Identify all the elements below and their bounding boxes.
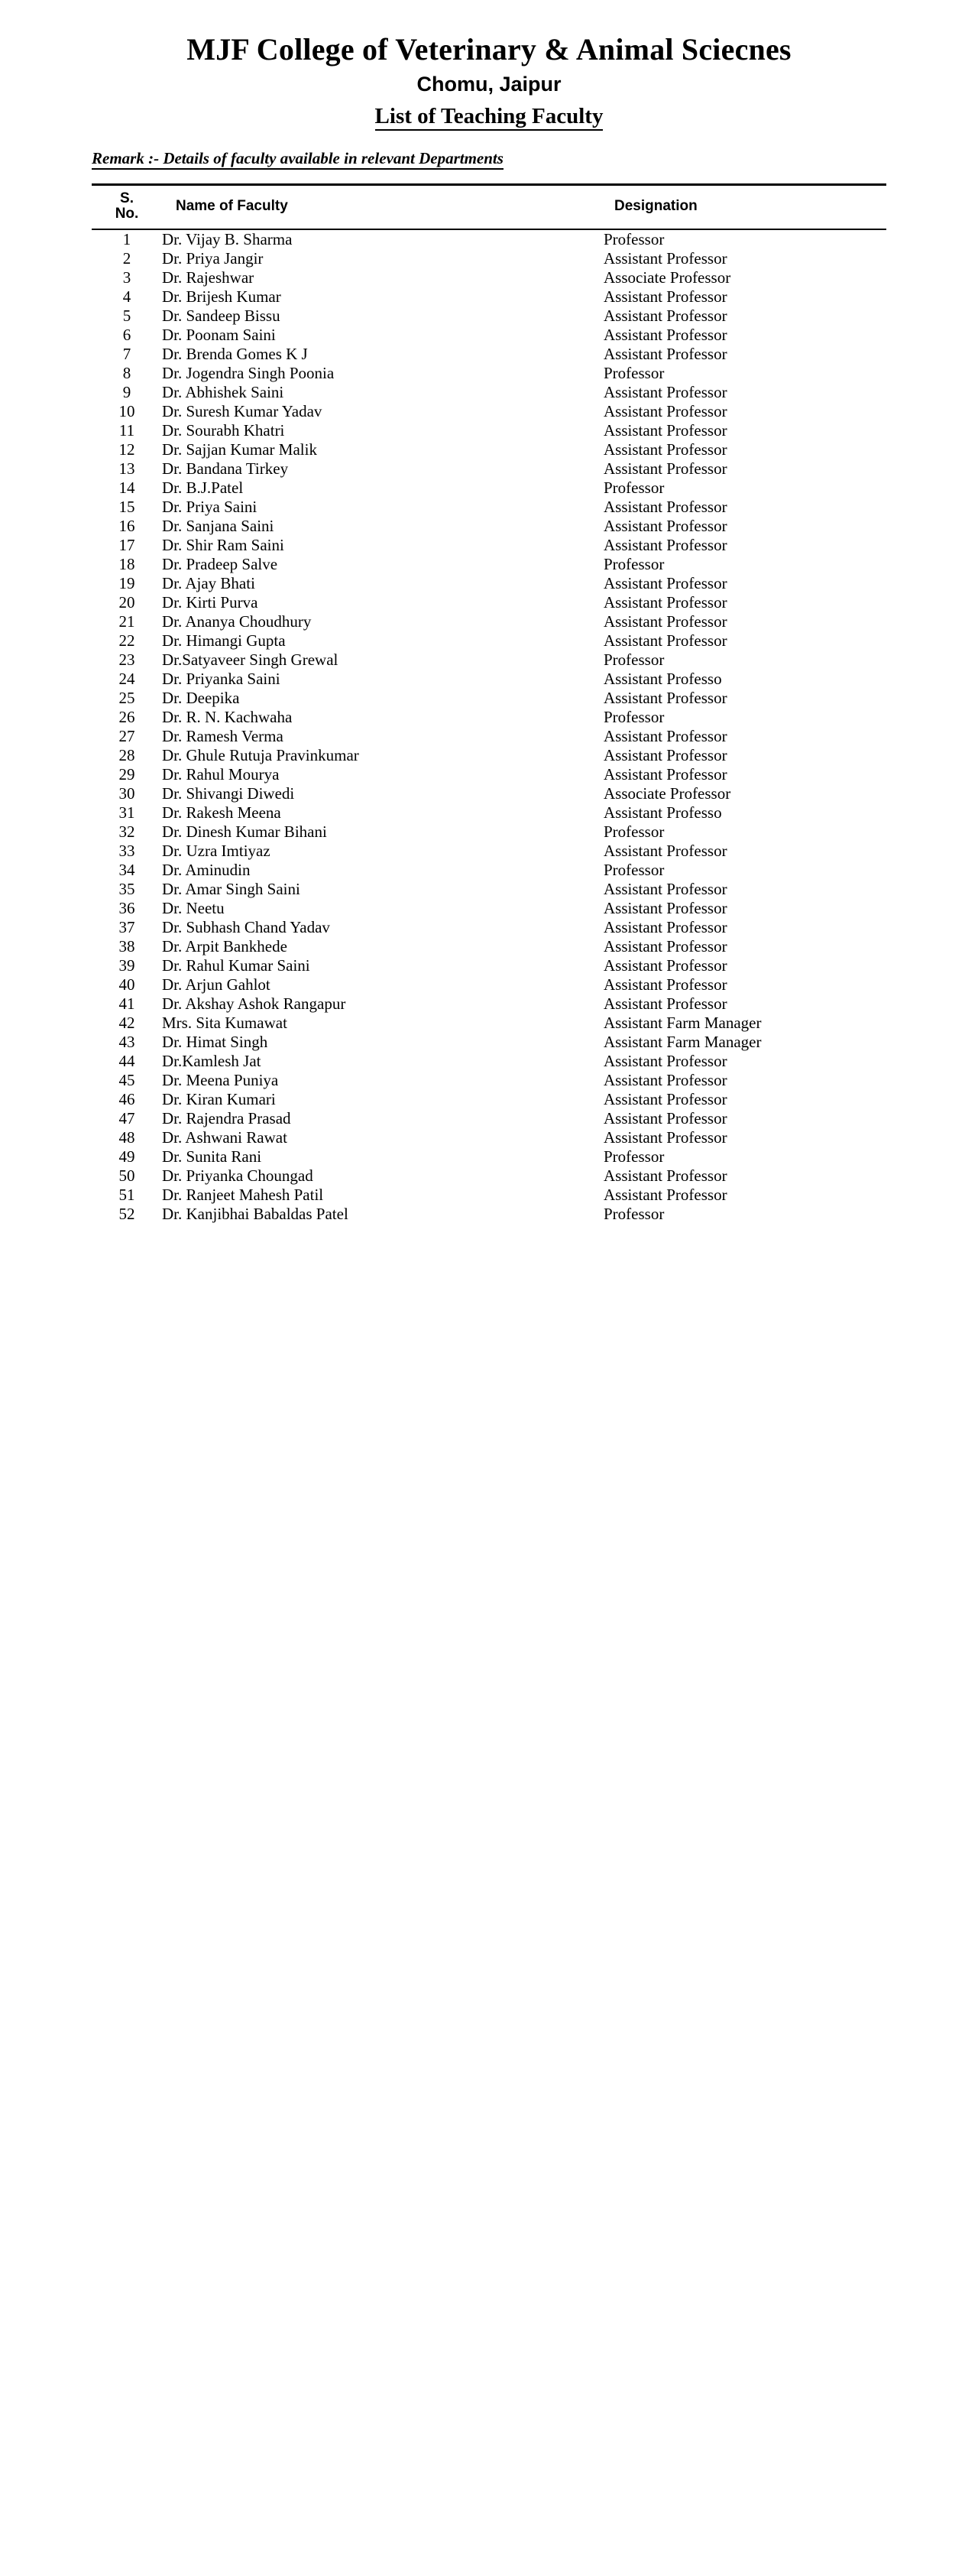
cell-serial-number: 20 [118, 593, 135, 612]
cell-serial-number: 37 [118, 918, 135, 937]
cell-designation: Assistant Professor [604, 842, 727, 861]
cell-serial-number: 19 [118, 574, 135, 593]
table-row [92, 498, 886, 517]
cell-designation: Assistant Professor [604, 383, 727, 402]
table-row [92, 1205, 886, 1224]
institution-location: Chomu, Jaipur [416, 73, 562, 96]
table-row [92, 421, 886, 440]
cell-faculty-name: Dr. Ananya Choudhury [162, 612, 312, 631]
table-row [92, 1014, 886, 1033]
cell-serial-number: 10 [118, 402, 135, 421]
table-row [92, 555, 886, 574]
table-row [92, 287, 886, 307]
cell-serial-number: 16 [118, 517, 135, 536]
cell-designation: Professor [604, 1205, 665, 1224]
cell-designation: Assistant Farm Manager [604, 1033, 762, 1052]
column-header-name: Name of Faculty [162, 185, 604, 229]
cell-designation: Assistant Professor [604, 1128, 727, 1147]
table-row [92, 727, 886, 746]
remark-text: Remark :- Details of faculty available in relevant Departments [92, 149, 504, 170]
table-row [92, 479, 886, 498]
table-row [92, 670, 886, 689]
cell-serial-number: 3 [122, 268, 131, 287]
cell-designation: Assistant Professor [604, 1090, 727, 1109]
table-row [92, 937, 886, 956]
cell-faculty-name: Dr. Rahul Mourya [162, 765, 280, 784]
cell-serial-number: 47 [118, 1109, 135, 1128]
column-header-designation: Designation [604, 185, 886, 229]
cell-designation: Assistant Professor [604, 1166, 727, 1186]
cell-serial-number: 14 [118, 479, 135, 498]
cell-designation: Assistant Professor [604, 287, 727, 307]
table-row [92, 307, 886, 326]
cell-faculty-name: Dr. Brenda Gomes K J [162, 345, 308, 364]
column-header-serial-number [92, 185, 162, 229]
table-row [92, 1052, 886, 1071]
cell-designation: Assistant Professor [604, 1052, 727, 1071]
table-row [92, 268, 886, 287]
cell-designation: Associate Professor [604, 268, 731, 287]
cell-faculty-name: Dr. Arjun Gahlot [162, 975, 270, 994]
table-row [92, 229, 886, 249]
cell-designation: Assistant Professor [604, 402, 727, 421]
cell-serial-number: 43 [118, 1033, 135, 1052]
cell-serial-number: 26 [118, 708, 135, 727]
cell-faculty-name: Dr. Amar Singh Saini [162, 880, 300, 899]
cell-designation: Professor [604, 1147, 665, 1166]
cell-serial-number: 27 [118, 727, 135, 746]
table-row [92, 1109, 886, 1128]
cell-designation: Assistant Professor [604, 994, 727, 1014]
cell-serial-number: 29 [118, 765, 135, 784]
table-row [92, 402, 886, 421]
cell-serial-number: 5 [122, 307, 131, 326]
cell-faculty-name: Dr. Suresh Kumar Yadav [162, 402, 322, 421]
cell-serial-number: 33 [118, 842, 135, 861]
cell-serial-number: 48 [118, 1128, 135, 1147]
cell-serial-number: 39 [118, 956, 135, 975]
cell-faculty-name: Dr. Ashwani Rawat [162, 1128, 287, 1147]
cell-faculty-name: Dr. Shivangi Diwedi [162, 784, 295, 803]
cell-faculty-name: Dr. Jogendra Singh Poonia [162, 364, 335, 383]
table-row [92, 803, 886, 822]
cell-serial-number: 12 [118, 440, 135, 459]
cell-designation: Assistant Professor [604, 249, 727, 268]
cell-designation: Assistant Professor [604, 574, 727, 593]
cell-designation: Professor [604, 650, 665, 670]
cell-serial-number: 11 [118, 421, 135, 440]
cell-faculty-name: Dr. Sanjana Saini [162, 517, 274, 536]
cell-designation: Assistant Farm Manager [604, 1014, 762, 1033]
cell-serial-number: 31 [118, 803, 135, 822]
cell-serial-number: 44 [118, 1052, 135, 1071]
cell-designation: Assistant Professor [604, 307, 727, 326]
table-row [92, 1033, 886, 1052]
cell-serial-number: 23 [118, 650, 135, 670]
cell-serial-number: 4 [122, 287, 131, 307]
cell-serial-number: 40 [118, 975, 135, 994]
cell-faculty-name: Dr. Ghule Rutuja Pravinkumar [162, 746, 359, 765]
cell-serial-number: 13 [118, 459, 135, 479]
table-row [92, 326, 886, 345]
table-row [92, 708, 886, 727]
cell-faculty-name: Dr. Akshay Ashok Rangapur [162, 994, 346, 1014]
cell-faculty-name: Dr. Rajendra Prasad [162, 1109, 291, 1128]
cell-designation: Assistant Professor [604, 1071, 727, 1090]
table-row [92, 975, 886, 994]
cell-faculty-name: Dr. Priya Jangir [162, 249, 264, 268]
faculty-table [92, 183, 886, 1224]
cell-serial-number: 35 [118, 880, 135, 899]
cell-serial-number: 38 [118, 937, 135, 956]
cell-faculty-name: Dr. Rahul Kumar Saini [162, 956, 310, 975]
cell-designation: Assistant Professor [604, 746, 727, 765]
cell-serial-number: 50 [118, 1166, 135, 1186]
cell-serial-number: 51 [118, 1186, 135, 1205]
cell-faculty-name: Dr. Himangi Gupta [162, 631, 286, 650]
cell-serial-number: 15 [118, 498, 135, 517]
cell-faculty-name: Dr.Satyaveer Singh Grewal [162, 650, 338, 670]
cell-designation: Assistant Professor [604, 498, 727, 517]
cell-faculty-name: Dr. Ajay Bhati [162, 574, 255, 593]
table-row [92, 880, 886, 899]
cell-designation: Assistant Professor [604, 593, 727, 612]
cell-designation: Professor [604, 822, 665, 842]
cell-faculty-name: Dr. Sourabh Khatri [162, 421, 285, 440]
cell-faculty-name: Dr. Arpit Bankhede [162, 937, 287, 956]
table-row [92, 956, 886, 975]
cell-faculty-name: Dr. Sajjan Kumar Malik [162, 440, 317, 459]
cell-faculty-name: Dr. Dinesh Kumar Bihani [162, 822, 327, 842]
cell-designation: Assistant Professor [604, 326, 727, 345]
table-row [92, 1128, 886, 1147]
cell-faculty-name: Dr. Abhishek Saini [162, 383, 284, 402]
cell-faculty-name: Dr. Uzra Imtiyaz [162, 842, 270, 861]
cell-designation: Assistant Professor [604, 345, 727, 364]
cell-serial-number: 24 [118, 670, 135, 689]
cell-designation: Assistant Professor [604, 727, 727, 746]
cell-serial-number: 6 [122, 326, 131, 345]
cell-faculty-name: Dr. Deepika [162, 689, 240, 708]
table-header-row [92, 185, 886, 229]
cell-faculty-name: Dr. Vijay B. Sharma [162, 230, 293, 249]
cell-faculty-name: Dr. Subhash Chand Yadav [162, 918, 330, 937]
cell-serial-number: 8 [122, 364, 131, 383]
cell-faculty-name: Dr.Kamlesh Jat [162, 1052, 261, 1071]
cell-designation: Assistant Professor [604, 631, 727, 650]
cell-faculty-name: Mrs. Sita Kumawat [162, 1014, 287, 1033]
cell-serial-number: 36 [118, 899, 135, 918]
cell-faculty-name: Dr. B.J.Patel [162, 479, 244, 498]
table-row [92, 1166, 886, 1186]
table-row [92, 842, 886, 861]
cell-serial-number: 41 [118, 994, 135, 1014]
table-row [92, 593, 886, 612]
cell-faculty-name: Dr. Meena Puniya [162, 1071, 279, 1090]
cell-designation: Assistant Professo [604, 670, 722, 689]
cell-faculty-name: Dr. Sandeep Bissu [162, 307, 280, 326]
table-row [92, 631, 886, 650]
cell-designation: Associate Professor [604, 784, 731, 803]
cell-faculty-name: Dr. Brijesh Kumar [162, 287, 281, 307]
table-row [92, 612, 886, 631]
cell-designation: Professor [604, 555, 665, 574]
faculty-table-head [92, 185, 886, 229]
cell-designation: Assistant Professor [604, 1109, 727, 1128]
cell-faculty-name: Dr. Bandana Tirkey [162, 459, 289, 479]
cell-designation: Assistant Professor [604, 1186, 727, 1205]
table-row [92, 861, 886, 880]
cell-designation: Professor [604, 230, 665, 249]
cell-serial-number: 7 [122, 345, 131, 364]
table-row [92, 345, 886, 364]
cell-serial-number: 45 [118, 1071, 135, 1090]
institution-title: MJF College of Veterinary & Animal Sciecnes [186, 32, 792, 67]
cell-designation: Assistant Professor [604, 975, 727, 994]
table-row [92, 536, 886, 555]
table-row [92, 249, 886, 268]
table-row [92, 1090, 886, 1109]
cell-designation: Assistant Professor [604, 421, 727, 440]
cell-faculty-name: Dr. Ranjeet Mahesh Patil [162, 1186, 324, 1205]
table-row [92, 440, 886, 459]
table-row [92, 1186, 886, 1205]
cell-serial-number: 32 [118, 822, 135, 842]
cell-serial-number: 52 [118, 1205, 135, 1224]
cell-designation: Assistant Professor [604, 937, 727, 956]
table-row [92, 364, 886, 383]
page-title-text: List of Teaching Faculty [375, 104, 604, 131]
cell-serial-number: 42 [118, 1014, 135, 1033]
cell-faculty-name: Dr. Rajeshwar [162, 268, 254, 287]
cell-designation: Assistant Professor [604, 899, 727, 918]
cell-designation: Professor [604, 708, 665, 727]
table-row [92, 574, 886, 593]
page-title [92, 104, 886, 129]
cell-faculty-name: Dr. Neetu [162, 899, 225, 918]
cell-designation: Assistant Professor [604, 517, 727, 536]
cell-faculty-name: Dr. Aminudin [162, 861, 251, 880]
cell-designation: Assistant Professor [604, 440, 727, 459]
cell-designation: Assistant Professor [604, 536, 727, 555]
table-row [92, 650, 886, 670]
cell-serial-number: 2 [122, 249, 131, 268]
cell-faculty-name: Dr. Poonam Saini [162, 326, 276, 345]
table-row [92, 517, 886, 536]
table-row [92, 918, 886, 937]
cell-designation: Assistant Professor [604, 918, 727, 937]
table-row [92, 1071, 886, 1090]
cell-serial-number: 34 [118, 861, 135, 880]
cell-serial-number: 46 [118, 1090, 135, 1109]
cell-serial-number: 9 [122, 383, 131, 402]
table-row [92, 383, 886, 402]
document-page [0, 0, 978, 1254]
cell-faculty-name: Dr. Shir Ram Saini [162, 536, 284, 555]
table-row [92, 784, 886, 803]
cell-faculty-name: Dr. Priyanka Choungad [162, 1166, 313, 1186]
faculty-table-body [92, 229, 886, 1224]
cell-designation: Assistant Professor [604, 689, 727, 708]
table-row [92, 459, 886, 479]
cell-designation: Assistant Professor [604, 956, 727, 975]
cell-serial-number: 18 [118, 555, 135, 574]
cell-faculty-name: Dr. Kiran Kumari [162, 1090, 276, 1109]
cell-serial-number: 49 [118, 1147, 135, 1166]
table-row [92, 1147, 886, 1166]
table-row [92, 689, 886, 708]
table-row [92, 994, 886, 1014]
cell-designation: Professor [604, 479, 665, 498]
cell-designation: Assistant Professor [604, 459, 727, 479]
cell-faculty-name: Dr. Priyanka Saini [162, 670, 280, 689]
table-row [92, 899, 886, 918]
column-header-serial-line2: No. [115, 206, 139, 222]
cell-serial-number: 17 [118, 536, 135, 555]
cell-serial-number: 28 [118, 746, 135, 765]
cell-faculty-name: Dr. Kanjibhai Babaldas Patel [162, 1205, 348, 1224]
cell-designation: Assistant Professor [604, 765, 727, 784]
cell-designation: Assistant Professor [604, 612, 727, 631]
cell-serial-number: 22 [118, 631, 135, 650]
table-row [92, 765, 886, 784]
cell-faculty-name: Dr. Priya Saini [162, 498, 257, 517]
remark-note [92, 149, 886, 168]
table-row [92, 822, 886, 842]
cell-designation: Professor [604, 861, 665, 880]
cell-designation: Assistant Professor [604, 880, 727, 899]
cell-serial-number: 1 [122, 230, 131, 249]
cell-faculty-name: Dr. Pradeep Salve [162, 555, 278, 574]
table-row [92, 746, 886, 765]
cell-faculty-name: Dr. Rakesh Meena [162, 803, 281, 822]
column-header-serial-line1: S. [120, 190, 134, 207]
cell-designation: Professor [604, 364, 665, 383]
cell-faculty-name: Dr. Kirti Purva [162, 593, 258, 612]
cell-faculty-name: Dr. Himat Singh [162, 1033, 268, 1052]
cell-serial-number: 30 [118, 784, 135, 803]
cell-faculty-name: Dr. R. N. Kachwaha [162, 708, 293, 727]
cell-serial-number: 21 [118, 612, 135, 631]
cell-designation: Assistant Professo [604, 803, 722, 822]
cell-serial-number: 25 [118, 689, 135, 708]
cell-faculty-name: Dr. Sunita Rani [162, 1147, 262, 1166]
cell-faculty-name: Dr. Ramesh Verma [162, 727, 283, 746]
